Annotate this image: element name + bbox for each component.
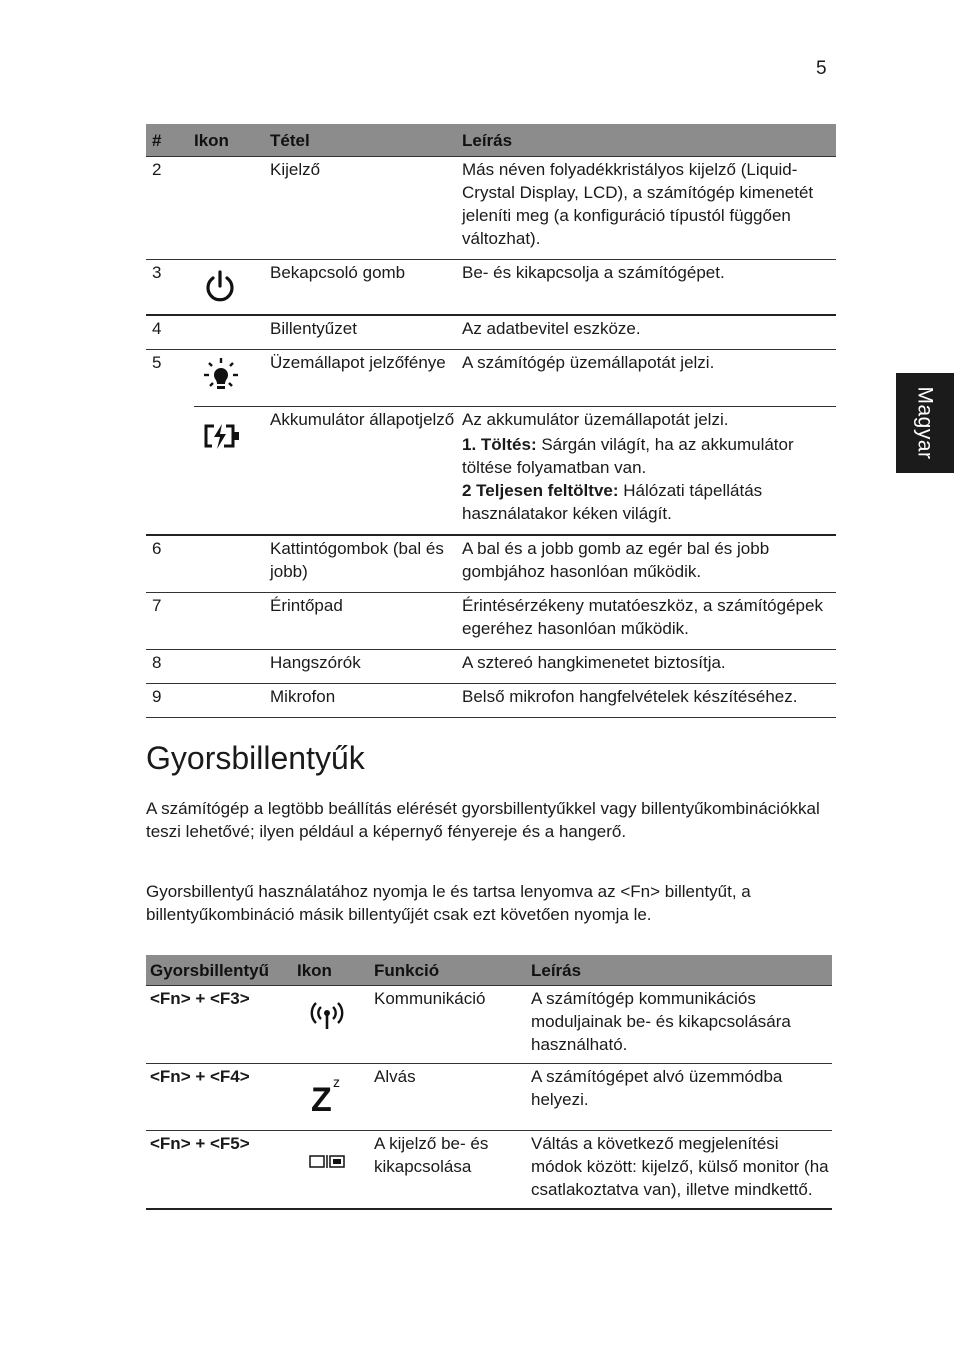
row-icon-cell (194, 593, 270, 650)
table-row (146, 535, 836, 593)
battery-charging-detail (462, 433, 836, 479)
hotkey-description: A számítógépet alvó üzemmódba helyezi. (527, 1064, 832, 1131)
row-description: Az adatbevitel eszköze. (462, 315, 836, 350)
components-table (146, 124, 836, 718)
col-header-description: Leírás (527, 955, 832, 986)
table-header-row (146, 955, 832, 986)
wireless-communication-icon (307, 1001, 347, 1031)
battery-full-detail (462, 479, 836, 525)
row-description: A bal és a jobb gomb az egér bal és jobb gombjához hasonlóan működik. (462, 535, 836, 593)
row-item: Üzemállapot jelzőfénye (270, 350, 462, 407)
col-header-function: Funkció (370, 955, 527, 986)
row-number: 2 (146, 157, 194, 260)
detail-text: Sárgán világít, ha az akkumulátor töltése folyamatban van. (462, 435, 794, 477)
detail-label: 1. Töltés: (462, 435, 537, 454)
row-description (462, 407, 836, 536)
row-item: Érintőpad (270, 593, 462, 650)
row-item: Billentyűzet (270, 315, 462, 350)
row-number: 4 (146, 315, 194, 350)
row-description: Érintésérzékeny mutatóeszköz, a számítógépek egeréhez hasonlóan működik. (462, 593, 836, 650)
row-number: 8 (146, 650, 194, 684)
row-icon-cell (194, 315, 270, 350)
hotkey-description: A számítógép kommunikációs moduljainak be- és kikapcsolására használható. (527, 986, 832, 1064)
row-item: Kattintógombok (bal és jobb) (270, 535, 462, 593)
table-row (146, 350, 836, 407)
table-header-row (146, 124, 836, 157)
table-row (146, 1131, 832, 1210)
hotkey-function: Kommunikáció (370, 986, 527, 1064)
row-item: Mikrofon (270, 684, 462, 718)
battery-description: Az akkumulátor üzemállapotát jelzi. (462, 410, 729, 429)
hotkey-description: Váltás a következő megjelenítési módok között: kijelző, külső monitor (ha csatlakoztatva van), illetve mindkettő. (527, 1131, 832, 1210)
row-number (146, 407, 194, 536)
table-row (146, 986, 832, 1064)
table-row (146, 1064, 832, 1131)
row-icon-cell (293, 1131, 370, 1210)
table-row (146, 593, 836, 650)
hotkey-combo: <Fn> + <F3> (146, 986, 293, 1064)
row-item: Kijelző (270, 157, 462, 260)
hotkey-combo: <Fn> + <F5> (146, 1131, 293, 1210)
row-number: 7 (146, 593, 194, 650)
hotkey-combo: <Fn> + <F4> (146, 1064, 293, 1131)
table-row (146, 260, 836, 316)
battery-charge-icon (202, 422, 242, 450)
row-description: Belső mikrofon hangfelvételek készítéséhez. (462, 684, 836, 718)
row-icon-cell (293, 1064, 370, 1131)
row-item: Bekapcsoló gomb (270, 260, 462, 316)
row-item: Akkumulátor állapotjelző (270, 407, 462, 536)
row-icon-cell (194, 407, 270, 536)
col-header-icon: Ikon (194, 124, 270, 157)
table-row (146, 407, 836, 536)
row-description: Be- és kikapcsolja a számítógépet. (462, 260, 836, 316)
detail-text: Hálózati tápellátás használatakor kéken világít. (462, 481, 763, 523)
language-label: Magyar (913, 386, 937, 460)
usage-paragraph: Gyorsbillentyű használatához nyomja le és tartsa lenyomva az <Fn> billentyűt, a billentyűkombináció másik billentyűjét csak ezt követően nyomja le. (146, 882, 751, 924)
row-description: A számítógép üzemállapotát jelzi. (462, 350, 836, 407)
language-side-tab (896, 373, 954, 473)
row-number: 9 (146, 684, 194, 718)
hotkey-function: Alvás (370, 1064, 527, 1131)
display-toggle-icon (309, 1154, 349, 1170)
col-header-hotkey: Gyorsbillentyű (146, 955, 293, 986)
hotkey-function: A kijelző be- és kikapcsolása (370, 1131, 527, 1210)
row-icon-cell (194, 535, 270, 593)
row-icon-cell (194, 350, 270, 407)
row-item: Hangszórók (270, 650, 462, 684)
row-icon-cell (194, 157, 270, 260)
col-header-description: Leírás (462, 124, 836, 157)
col-header-icon: Ikon (293, 955, 370, 986)
detail-label: 2 Teljesen feltöltve: (462, 481, 619, 500)
svg-text:Z: Z (311, 1081, 332, 1115)
page-number: 5 (816, 58, 827, 79)
svg-text:z: z (333, 1074, 340, 1090)
intro-paragraph: A számítógép a legtöbb beállítás elérését gyorsbillentyűkkel vagy billentyűkombinációkkal teszi lehetővé; ilyen például a képernyő fényereje és a hangerő. (146, 799, 820, 841)
row-description: Más néven folyadékkristályos kijelző (Liquid-Crystal Display, LCD), a számítógép kimenetét jeleníti meg (a konfiguráció típustól függően változhat). (462, 157, 836, 260)
row-icon-cell (194, 684, 270, 718)
table-row (146, 650, 836, 684)
sleep-icon (307, 1073, 347, 1115)
row-icon-cell (194, 650, 270, 684)
row-number: 3 (146, 260, 194, 316)
table-row (146, 157, 836, 260)
col-header-item: Tétel (270, 124, 462, 157)
power-icon (202, 269, 238, 305)
row-number: 5 (146, 350, 194, 407)
section-title: Gyorsbillentyűk (146, 740, 365, 776)
row-description: A sztereó hangkimenetet biztosítja. (462, 650, 836, 684)
power-indicator-icon (202, 357, 240, 397)
row-icon-cell (194, 260, 270, 316)
hotkeys-table (146, 955, 832, 1210)
table-row (146, 684, 836, 718)
col-header-number: # (146, 124, 194, 157)
table-row (146, 315, 836, 350)
row-number: 6 (146, 535, 194, 593)
row-icon-cell (293, 986, 370, 1064)
